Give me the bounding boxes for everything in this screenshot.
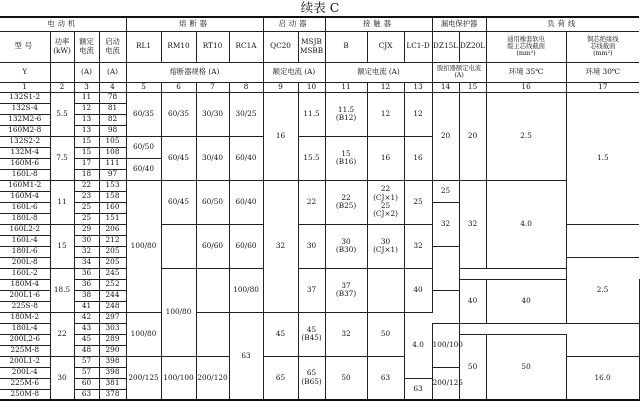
col-number: 16: [486, 82, 566, 92]
power-cell: 18.5: [50, 268, 74, 312]
col-number: 1: [0, 82, 50, 92]
start-current-cell: 248: [99, 301, 126, 312]
rm10-cell: [161, 224, 196, 268]
unit-blank: [50, 62, 74, 82]
dz15l-cell: 32: [432, 202, 459, 246]
rt10-cell: 100/80: [126, 312, 161, 356]
col-start-current: 启动 电流: [99, 31, 126, 62]
rm10-cell: 200/125: [126, 356, 161, 400]
dz15l-cell: 50: [459, 334, 486, 400]
msj-cell: 15.5: [298, 136, 325, 180]
col-number: 12: [367, 82, 404, 92]
start-current-cell: 81: [99, 103, 126, 114]
cjx-cell: 30 (CJ×1): [367, 224, 404, 268]
col-number: 6: [161, 82, 196, 92]
model-cell: 200L-4: [0, 367, 50, 378]
model-cell: 225M-6: [0, 378, 50, 389]
col-model: 型号: [0, 31, 50, 62]
msj-cell: 22: [298, 180, 325, 224]
rated-current-cell: 63: [74, 389, 99, 400]
rl1-cell: 60/35: [126, 92, 161, 136]
power-cell: 11: [50, 180, 74, 224]
unit-env-35: 环境 35℃: [486, 62, 566, 82]
group-fuse: 熔断器: [126, 17, 263, 31]
model-cell: 160M2-8: [0, 125, 50, 136]
dz15l-cell: [432, 246, 459, 290]
model-cell: 160L-2: [0, 268, 50, 279]
cjx-cell: 50: [325, 356, 367, 400]
rated-current-cell: 25: [74, 202, 99, 213]
start-current-cell: 398: [99, 367, 126, 378]
group-load: 负荷线: [486, 17, 639, 31]
rated-current-cell: 15: [74, 136, 99, 147]
rl1-cell: 200/125: [432, 367, 459, 400]
rated-current-cell: 25: [74, 213, 99, 224]
col-b: B: [325, 31, 367, 62]
col-number: 15: [459, 82, 486, 92]
rated-current-cell: 38: [74, 290, 99, 301]
col-number: 9: [263, 82, 298, 92]
rated-current-cell: 57: [74, 367, 99, 378]
qc20-cell: 32: [263, 180, 298, 312]
model-cell: 180M-4: [0, 279, 50, 290]
unit-rated-current: 额定电流 (A): [263, 62, 325, 82]
rated-current-cell: 34: [74, 257, 99, 268]
rl1-cell: 60/40: [126, 158, 161, 180]
start-current-cell: 245: [99, 268, 126, 279]
start-current-cell: 205: [99, 246, 126, 257]
col-rt10: RT10: [196, 31, 229, 62]
rated-current-cell: 23: [74, 191, 99, 202]
cjx-cell: 16: [367, 136, 404, 180]
power-cell: 30: [50, 356, 74, 400]
group-leakage: 漏电保护器: [432, 17, 486, 31]
msj-cell: 37: [298, 268, 325, 312]
col-cjx: CJX: [367, 31, 404, 62]
model-cell: 160L-8: [0, 169, 50, 180]
motor-spec-table: [0, 16, 639, 401]
col-cable-section: 通用橡套软电 缆主芯线截面 (mm²): [486, 31, 566, 62]
unit-rated-current-2: 额定电流 (A): [325, 62, 432, 82]
col-wire-section: 铜芯绝缘线 芯线截面 (mm²): [566, 31, 639, 62]
unit-a-start: (A): [99, 62, 126, 82]
col-number: 10: [298, 82, 325, 92]
dz20l-cell: 50: [486, 334, 566, 400]
cable-section-cell: 16.0: [566, 356, 639, 400]
col-number: 3: [74, 82, 99, 92]
start-current-cell: 381: [99, 378, 126, 389]
start-current-cell: 111: [99, 158, 126, 169]
start-current-cell: 105: [99, 136, 126, 147]
rt10-cell: 100/100: [161, 356, 196, 400]
start-current-cell: 108: [99, 147, 126, 158]
start-current-cell: 97: [99, 169, 126, 180]
rated-current-cell: 41: [74, 301, 99, 312]
wire-section-cell: 1.5: [566, 92, 639, 224]
start-current-cell: 158: [99, 191, 126, 202]
rm10-cell: 60/45: [161, 136, 196, 180]
start-current-cell: 398: [99, 356, 126, 367]
rated-current-cell: 57: [74, 356, 99, 367]
lc1d-cell: 32: [404, 224, 432, 268]
rated-current-cell: 36: [74, 268, 99, 279]
col-power: 功率 (kW): [50, 31, 74, 62]
qc20-cell: 63: [229, 312, 263, 400]
model-cell: 132S1-2: [0, 92, 50, 103]
msj-cell: 65: [263, 356, 298, 400]
col-rl1: RL1: [126, 31, 161, 62]
model-cell: 160M1-2: [0, 180, 50, 191]
rated-current-cell: 29: [74, 224, 99, 235]
rc1a-cell: 100/80: [229, 268, 263, 312]
rated-current-cell: 13: [74, 114, 99, 125]
wire-section-cell: 2.5: [566, 257, 639, 323]
col-rc1a: RC1A: [229, 31, 263, 62]
start-current-cell: 297: [99, 312, 126, 323]
unit-fuse-spec: 熔断器规格 (A): [126, 62, 263, 82]
b-contactor-cell: 45 (B45): [298, 312, 325, 356]
unit-y: Y: [0, 62, 50, 82]
dz15l-cell: 40: [459, 279, 486, 323]
col-number: 2: [50, 82, 74, 92]
rt10-cell: [196, 268, 229, 312]
model-cell: 200L-8: [0, 257, 50, 268]
lc1d-cell: 25: [404, 180, 432, 224]
col-qc20: QC20: [263, 31, 298, 62]
dz20l-cell: 32: [459, 180, 486, 268]
model-cell: 200L1-2: [0, 356, 50, 367]
start-current-cell: 78: [99, 92, 126, 103]
col-number: 17: [566, 82, 639, 92]
group-starter: 启动器: [263, 17, 325, 31]
rated-current-cell: 18: [74, 169, 99, 180]
start-current-cell: 82: [99, 114, 126, 125]
rc1a-cell: 60/40: [229, 136, 263, 180]
rl1-cell: 100/100: [432, 323, 459, 367]
lc1d-cell: 63: [367, 356, 404, 400]
model-cell: 180L-6: [0, 246, 50, 257]
col-number: 13: [404, 82, 432, 92]
model-cell: 180L-8: [0, 213, 50, 224]
rl1-cell: 60/50: [126, 136, 161, 158]
rt10-cell: 30/40: [196, 136, 229, 180]
dz15l-cell: 20: [432, 92, 459, 180]
start-current-cell: 151: [99, 213, 126, 224]
model-cell: 160L-6: [0, 202, 50, 213]
lc1d-cell: 40: [404, 268, 432, 312]
start-current-cell: 98: [99, 125, 126, 136]
col-number: 5: [126, 82, 161, 92]
col-number: 14: [432, 82, 459, 92]
rt10-cell: 30/30: [196, 92, 229, 136]
start-current-cell: 206: [99, 224, 126, 235]
start-current-cell: 212: [99, 235, 126, 246]
b-contactor-cell: 65 (B65): [298, 356, 325, 400]
start-current-cell: 205: [99, 257, 126, 268]
start-current-cell: 160: [99, 202, 126, 213]
lc1d-cell: 12: [404, 92, 432, 136]
col-msjb-msbb: MSJB MSBB: [298, 31, 325, 62]
rated-current-cell: 22: [74, 180, 99, 191]
rated-current-cell: 15: [74, 147, 99, 158]
model-cell: 160M-4: [0, 191, 50, 202]
model-cell: 225M-8: [0, 345, 50, 356]
power-cell: 5.5: [50, 92, 74, 136]
msj-cell: 11.5: [298, 92, 325, 136]
rated-current-cell: 13: [74, 125, 99, 136]
rc1a-cell: 30/25: [229, 92, 263, 136]
col-dz15l: DZ15L: [432, 31, 459, 62]
rm10-cell: 60/45: [161, 180, 196, 224]
col-number: 4: [99, 82, 126, 92]
model-cell: 160L2-2: [0, 224, 50, 235]
rated-current-cell: 11: [74, 92, 99, 103]
rated-current-cell: 42: [74, 312, 99, 323]
table-caption: 续表 C: [300, 0, 340, 15]
wire-section-cell: 4.0: [404, 312, 432, 378]
col-lc1d: LC1-D: [404, 31, 432, 62]
start-current-cell: 290: [99, 345, 126, 356]
rm10-cell: 60/35: [161, 92, 196, 136]
rated-current-cell: 32: [74, 246, 99, 257]
dz20l-cell: 20: [459, 92, 486, 180]
model-cell: 132M2-6: [0, 114, 50, 125]
lc1d-cell: 16: [404, 136, 432, 180]
power-cell: 22: [50, 312, 74, 356]
cjx-cell: [367, 268, 404, 312]
model-cell: 200L1-6: [0, 290, 50, 301]
power-cell: 7.5: [50, 136, 74, 180]
rc1a-cell: [196, 312, 229, 356]
rated-current-cell: 17: [74, 158, 99, 169]
rated-current-cell: 12: [74, 103, 99, 114]
dz15l-cell: 63: [404, 378, 432, 400]
cjx-cell: 32: [325, 312, 367, 356]
b-contactor-cell: 15 (B16): [325, 136, 367, 180]
model-cell: 132M-4: [0, 147, 50, 158]
model-cell: 180M-2: [0, 312, 50, 323]
model-cell: 180L-4: [0, 323, 50, 334]
rt10-cell: 60/50: [196, 180, 229, 224]
unit-a-rated: (A): [74, 62, 99, 82]
msj-cell: 45: [263, 312, 298, 356]
unit-trip-current: 脱扣器额定电流 (A): [432, 62, 486, 82]
start-current-cell: 378: [99, 389, 126, 400]
rated-current-cell: 60: [74, 378, 99, 389]
unit-env-30: 环境 30℃: [566, 62, 639, 82]
rt10-cell: 60/60: [196, 224, 229, 268]
start-current-cell: 289: [99, 334, 126, 345]
rated-current-cell: 30: [74, 235, 99, 246]
col-rated-current: 额定 电流: [74, 31, 99, 62]
rc1a-cell: 60/40: [229, 180, 263, 224]
lc1d-cell: 50: [367, 312, 404, 356]
power-cell: 15: [50, 224, 74, 268]
cable-section-cell: 2.5: [486, 92, 566, 180]
cjx-cell: 22 (CJ×1) 25 (CJ×2): [367, 180, 404, 224]
col-rm10: RM10: [161, 31, 196, 62]
rated-current-cell: 36: [74, 279, 99, 290]
col-number: 11: [325, 82, 367, 92]
rated-current-cell: 48: [74, 345, 99, 356]
col-number: 7: [196, 82, 229, 92]
rc1a-cell: 60/60: [229, 224, 263, 268]
dz20l-cell: 40: [486, 279, 566, 323]
group-motor: 电动机: [0, 17, 126, 31]
rated-current-cell: 43: [74, 323, 99, 334]
rm10-cell: 100/80: [161, 268, 196, 356]
model-cell: 250M-8: [0, 389, 50, 400]
model-cell: 132S2-2: [0, 136, 50, 147]
b-contactor-cell: 30 (B30): [325, 224, 367, 268]
start-current-cell: 303: [99, 323, 126, 334]
dz15l-cell: 25: [432, 180, 459, 202]
col-number: 8: [229, 82, 263, 92]
qc20-cell: 16: [263, 92, 298, 180]
b-contactor-cell: 11.5 (B12): [325, 92, 367, 136]
model-cell: 225S-8: [0, 301, 50, 312]
model-cell: 132S-4: [0, 103, 50, 114]
group-contactor: 接触器: [325, 17, 432, 31]
msj-cell: 30: [298, 224, 325, 268]
col-dz20l: DZ20L: [459, 31, 486, 62]
start-current-cell: 153: [99, 180, 126, 191]
b-contactor-cell: 37 (B37): [325, 268, 367, 312]
start-current-cell: 252: [99, 279, 126, 290]
model-cell: 200L2-6: [0, 334, 50, 345]
model-cell: 160L-4: [0, 235, 50, 246]
cable-section-cell: 4.0: [486, 180, 566, 268]
model-cell: 160M-6: [0, 158, 50, 169]
start-current-cell: 244: [99, 290, 126, 301]
cjx-cell: 12: [367, 92, 404, 136]
b-contactor-cell: 22 (B25): [325, 180, 367, 224]
rc1a-cell: 200/120: [196, 356, 229, 400]
rl1-cell: 100/80: [126, 180, 161, 312]
rated-current-cell: 45: [74, 334, 99, 345]
